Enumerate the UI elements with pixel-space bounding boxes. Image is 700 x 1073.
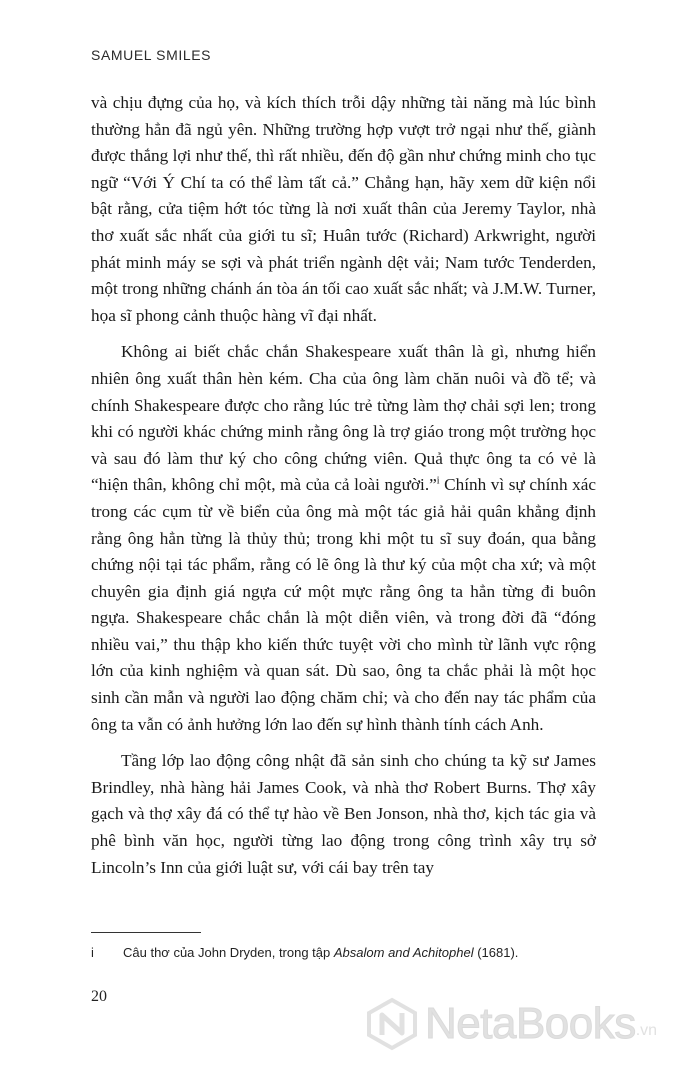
paragraph-2 — [91, 339, 596, 738]
footnote-reference[interactable]: i — [436, 475, 440, 487]
body-text — [91, 90, 596, 881]
paragraph-3: Tầng lớp lao động công nhật đã sản sinh cho chúng ta kỹ sư James Brindley, nhà hàng hải James Cook, và nhà thơ Robert Burns. Thợ xây gạch và thợ xây đá có thể tự hào về Ben Jonson, nhà thơ, kịch tác gia và phê bình văn học, người từng lao động trong công trình xây trụ sở Lincoln’s Inn của giới luật sư, với cái bay trên tay — [91, 751, 596, 877]
footnote — [91, 944, 596, 962]
paragraph-1: và chịu đựng của họ, và kích thích trỗi dậy những tài năng mà lúc bình thường hẳn đã ngủ yên. Những trường hợp vượt trở ngại như thế, giành được thắng lợi như thế, thì rất nhiều, đến độ gần như chứng minh cho tục ngữ “Với Ý Chí ta có thể làm tất cả.” Chẳng hạn, hãy xem dữ kiện nổi bật rằng, cửa tiệm hớt tóc từng là nơi xuất thân của Jeremy Taylor, nhà thơ xuất sắc nhất của giới tu sĩ; Huân tước (Richard) Arkwright, người phát minh máy se sợi và phát triển ngành dệt vải; Nam tước Tenderden, một trong những chánh án tòa án tối cao xuất sắc nhất; và J.M.W. Turner, họa sĩ phong cảnh thuộc hàng vĩ đại nhất. — [91, 93, 596, 325]
running-header: SAMUEL SMILES — [91, 47, 212, 63]
paragraph-2-part-2: Chính vì sự chính xác trong các cụm từ về biển của ông mà một tác giả hải quân khẳng định rằng ông hẳn từng là thủy thủ; trong khi một tu sĩ suy đoán, qua bằng chứng nội tại tác phẩm, rằng có lẽ ông là thư ký của một cha xứ; và một chuyên gia định giá ngựa cứ một mực rằng ông ta hẳn từng đi buôn ngựa. Shakespeare chắc chắn là một diễn viên, và trong đời đã “đóng nhiều vai,” thu thập kho kiến thức tuyệt vời cho mình từ lãnh vực rộng lớn của kinh nghiệm và quan sát. Dù sao, ông ta chắc phải là một học sinh cần mẫn và người lao động chăm chỉ; và cho đến nay tác phẩm của ông ta vẫn có ảnh hưởng lớn lao đến sự hình thành tính cách Anh. — [91, 475, 596, 734]
footnote-mark: i — [91, 945, 94, 960]
footnote-divider — [91, 932, 201, 933]
footnote-book-title: Absalom and Achitophel — [333, 945, 474, 960]
watermark-suffix: .vn — [635, 1022, 658, 1039]
netabooks-watermark — [365, 996, 657, 1052]
netabooks-logo-icon — [365, 997, 419, 1051]
watermark-brand: NetaBooks — [425, 999, 636, 1048]
footnote-text-before: Câu thơ của John Dryden, trong tập — [123, 945, 334, 960]
paragraph-2-part-1: Không ai biết chắc chắn Shakespeare xuất thân là gì, nhưng hiển nhiên ông xuất thân hèn kém. Cha của ông làm chăn nuôi và đồ tể; và chính Shakespeare được cho rằng lúc trẻ từng làm thợ chải sợi len; trong khi có người khác chứng minh rằng ông là trợ giáo trong một trường học và sau đó làm thư ký cho công chứng viên. Quả thực ông ta có vẻ là “hiện thân, không chỉ một, mà của cả loài người.” — [91, 342, 596, 495]
page-number: 20 — [91, 988, 107, 1005]
footnote-text-after: (1681). — [473, 945, 519, 960]
